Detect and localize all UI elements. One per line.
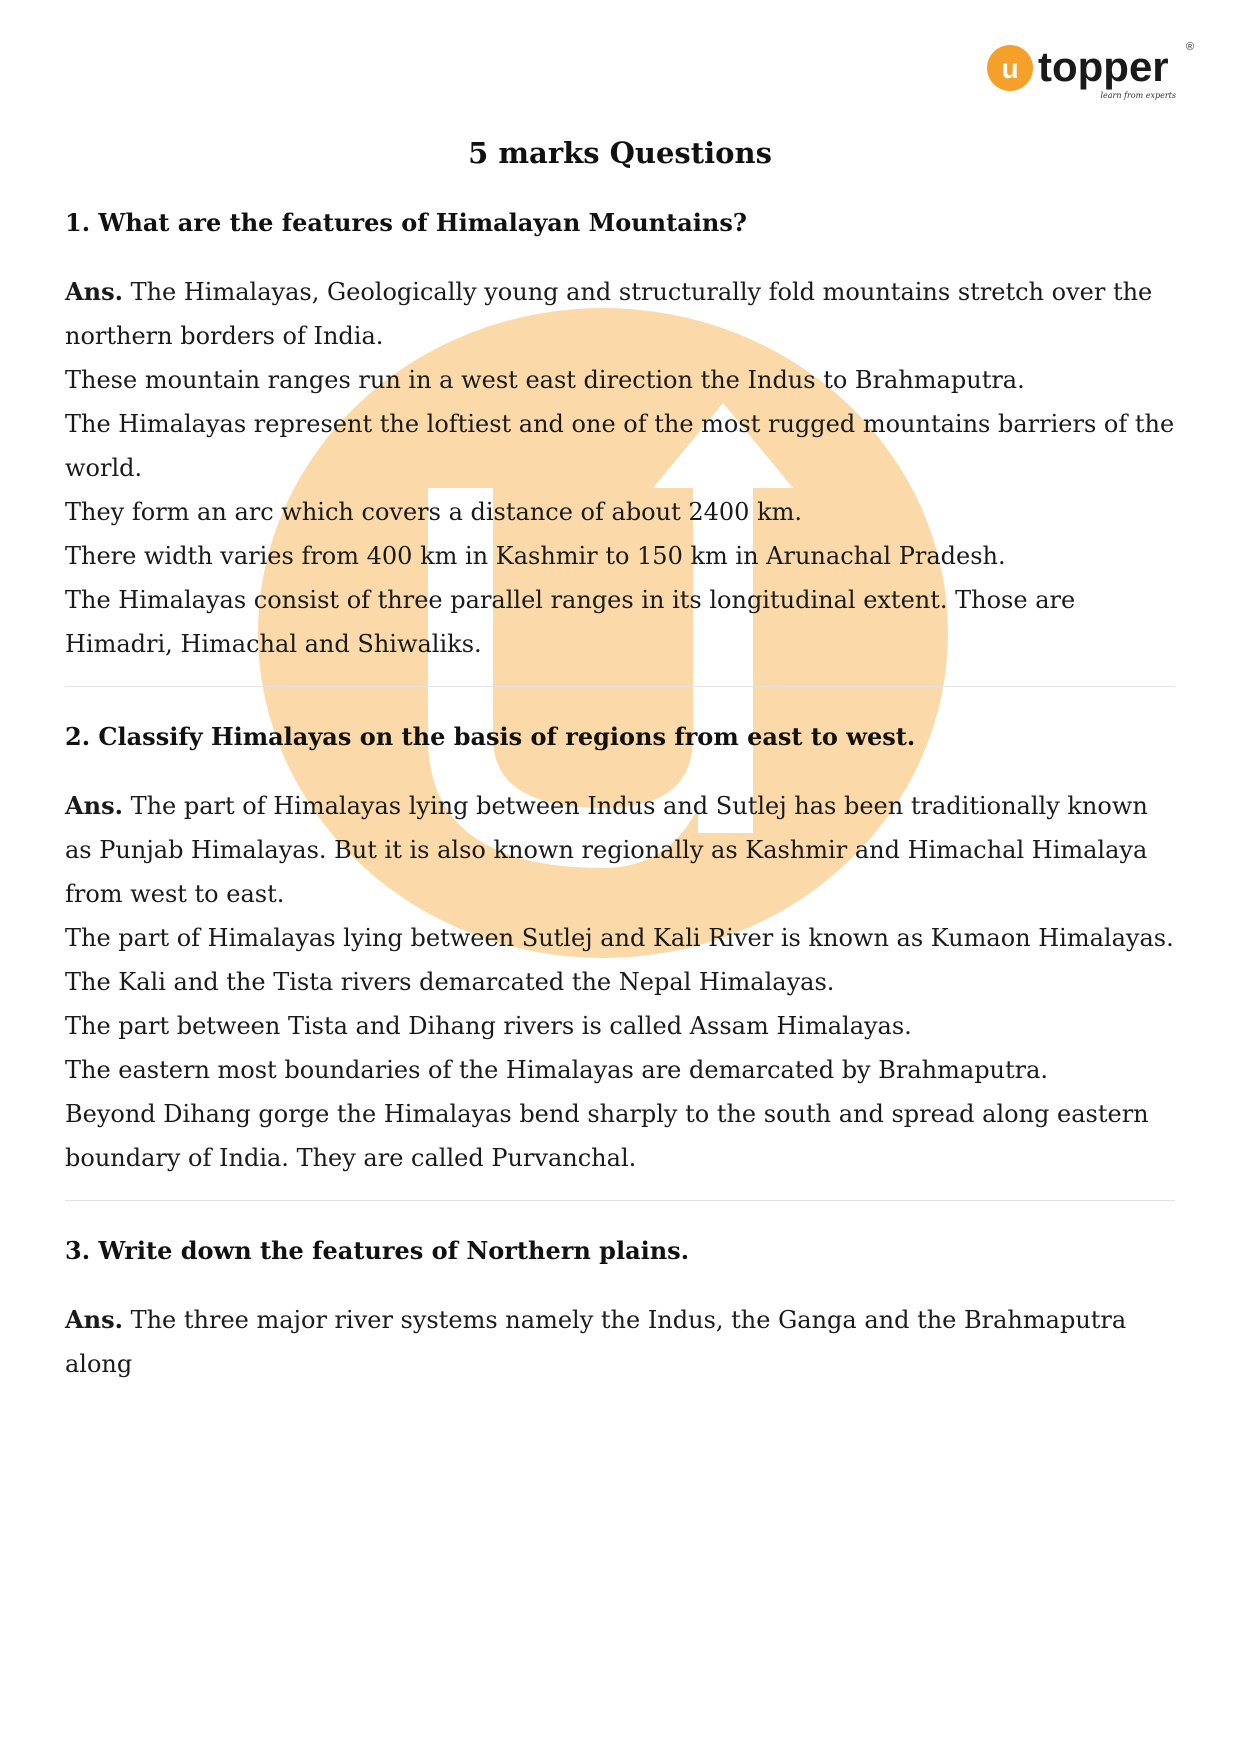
divider	[65, 686, 1175, 687]
ans-label: Ans.	[65, 791, 123, 820]
answer-line: The Himalayas consist of three parallel ranges in its longitudinal extent. Those are Himadri, Himachal and Shiwaliks.	[65, 586, 1076, 658]
answer-line: Ans. The part of Himalayas lying between Indus and Sutlej has been traditionally known as Punjab Himalayas. But it is also known regionally as Kashmir and Himachal Himalaya from west to east.	[65, 791, 1148, 908]
answer-line: The eastern most boundaries of the Himalayas are demarcated by Brahmaputra.	[65, 1056, 1049, 1084]
divider	[65, 1200, 1175, 1201]
logo-mark: u	[1001, 53, 1019, 84]
answer-line: There width varies from 400 km in Kashmir to 150 km in Arunachal Pradesh.	[65, 542, 1006, 570]
answer-line: These mountain ranges run in a west east direction the Indus to Brahmaputra.	[65, 366, 1025, 394]
logo-wordmark: topper	[1038, 43, 1169, 90]
question-1: 1. What are the features of Himalayan Mountains?	[65, 208, 747, 237]
answer-line: The Himalayas represent the loftiest and one of the most rugged mountains barriers of the world.	[65, 410, 1175, 482]
topper-logo	[986, 38, 1196, 108]
ans-label: Ans.	[65, 277, 123, 306]
answer-2	[65, 784, 1175, 1180]
answer-line: They form an arc which covers a distance of about 2400 km.	[65, 498, 802, 526]
answer-line: Beyond Dihang gorge the Himalayas bend sharply to the south and spread along eastern boundary of India. They are called Purvanchal.	[65, 1100, 1149, 1172]
ans-label: Ans.	[65, 1305, 123, 1334]
answer-line: The part of Himalayas lying between Sutlej and Kali River is known as Kumaon Himalayas.	[65, 924, 1174, 952]
registered-mark: ®	[1186, 41, 1195, 53]
answer-line: Ans. The Himalayas, Geologically young and structurally fold mountains stretch over the northern borders of India.	[65, 277, 1153, 350]
page-title: 5 marks Questions	[468, 136, 772, 170]
answer-3	[65, 1298, 1175, 1386]
answer-line: Ans. The three major river systems namely the Indus, the Ganga and the Brahmaputra along	[65, 1305, 1127, 1378]
logo-tagline: learn from experts	[1100, 91, 1176, 100]
answer-line: The part between Tista and Dihang rivers is called Assam Himalayas.	[65, 1012, 912, 1040]
question-3: 3. Write down the features of Northern plains.	[65, 1236, 690, 1265]
answer-1	[65, 270, 1175, 666]
question-2: 2. Classify Himalayas on the basis of regions from east to west.	[65, 722, 916, 751]
answer-line: The Kali and the Tista rivers demarcated the Nepal Himalayas.	[65, 968, 835, 996]
